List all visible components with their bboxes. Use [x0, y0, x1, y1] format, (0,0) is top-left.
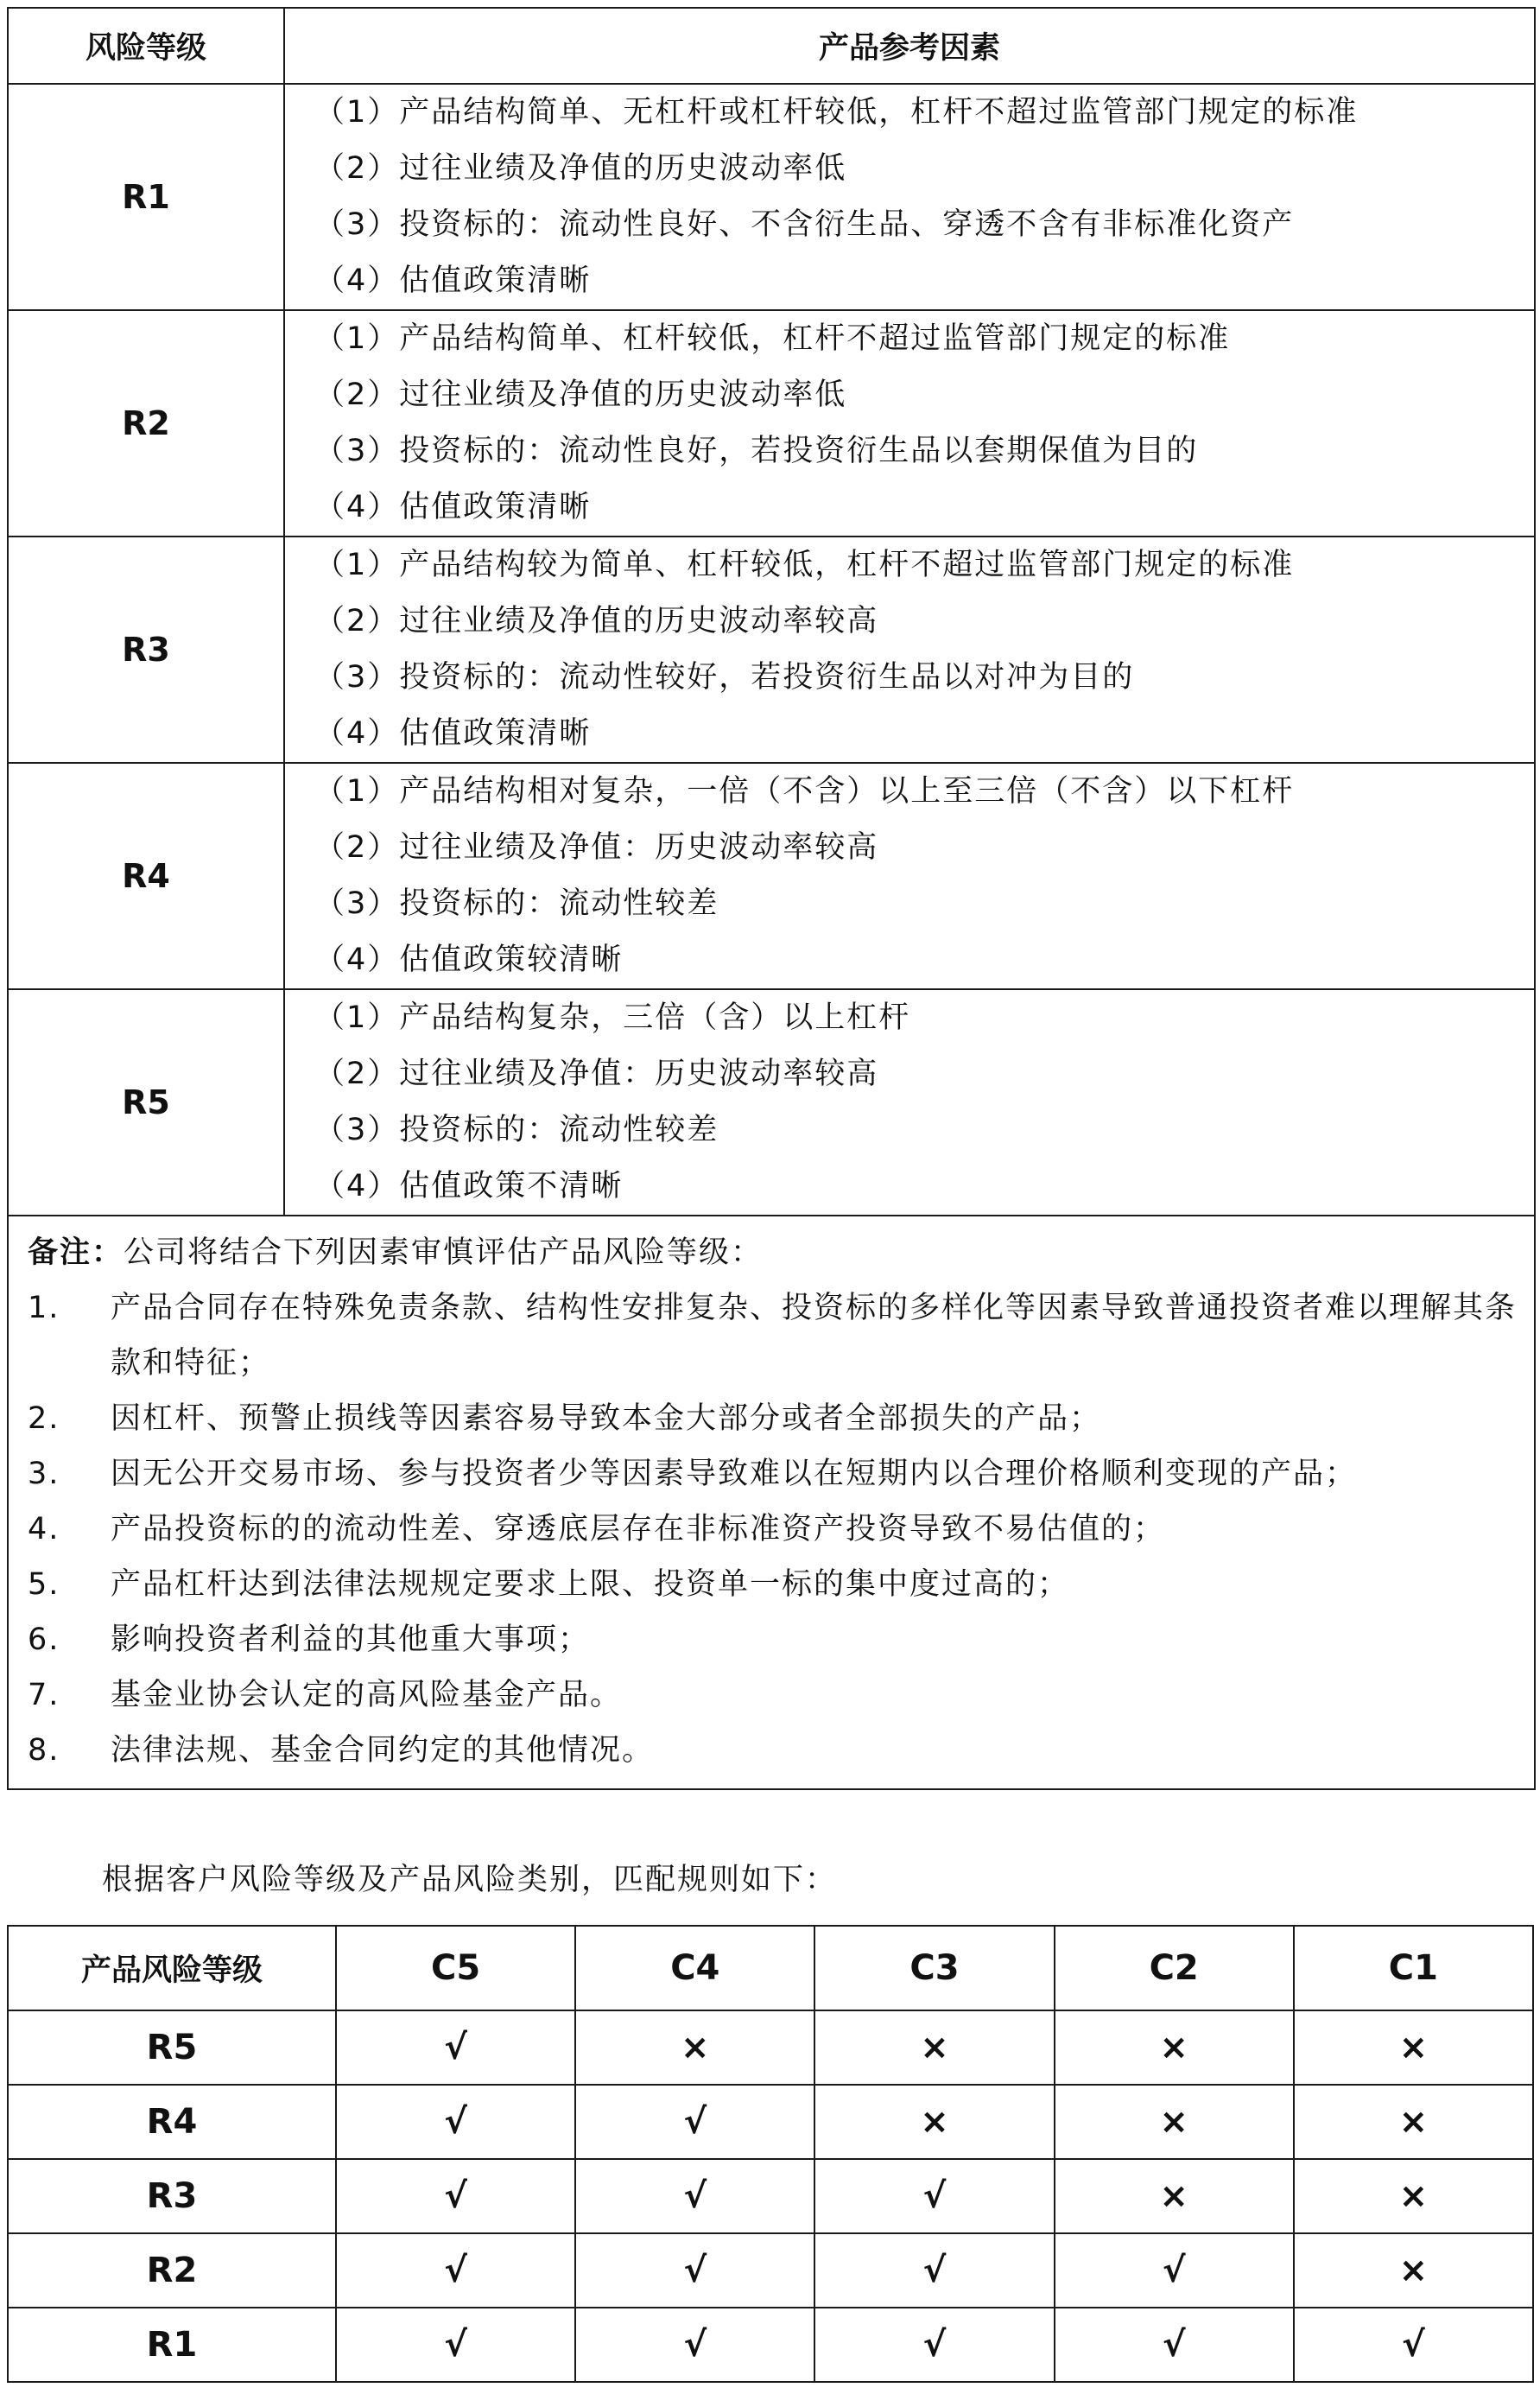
remark-number: 1. — [28, 1291, 60, 1325]
factor-item: （4）估值政策不清晰 — [314, 1169, 624, 1203]
remarks-intro: 公司将结合下列因素审慎评估产品风险等级： — [124, 1235, 764, 1270]
factor-item: （3）投资标的：流动性较好，若投资衍生品以对冲为目的 — [314, 660, 1135, 695]
product-risk-level: R5 — [8, 2010, 336, 2085]
match-mark: √ — [575, 2085, 814, 2159]
factor-item: （3）投资标的：流动性良好、不含衍生品、穿透不含有非标准化资产 — [314, 207, 1295, 242]
risk-level-label: R4 — [8, 763, 284, 989]
factor-item: （2）过往业绩及净值的历史波动率低 — [314, 378, 847, 412]
remark-number: 3. — [28, 1457, 60, 1491]
factor-row-r1 — [8, 84, 1535, 310]
remark-number: 5. — [28, 1567, 60, 1602]
remark-number: 7. — [28, 1678, 60, 1712]
match-mark: × — [1055, 2159, 1294, 2233]
factor-list — [284, 84, 1535, 310]
match-mark: × — [1294, 2159, 1533, 2233]
header-client-level: C3 — [814, 1926, 1054, 2010]
factor-list — [284, 989, 1535, 1216]
match-mark: √ — [336, 2308, 575, 2382]
header-client-level: C5 — [336, 1926, 575, 2010]
factor-item: （4）估值政策清晰 — [314, 716, 592, 751]
remark-item — [28, 1612, 1534, 1667]
match-mark: × — [814, 2010, 1054, 2085]
header-product-factors: 产品参考因素 — [284, 8, 1535, 84]
factor-item: （2）过往业绩及净值：历史波动率较高 — [314, 1057, 879, 1091]
match-mark: √ — [575, 2308, 814, 2382]
factor-row-r4 — [8, 763, 1535, 989]
remark-item — [28, 1502, 1534, 1557]
match-mark: √ — [336, 2159, 575, 2233]
risk-matching-table — [7, 1925, 1534, 2383]
factor-table-header — [8, 8, 1535, 84]
remark-text: 基金业协会认定的高风险基金产品。 — [111, 1678, 623, 1712]
factor-row-r2 — [8, 310, 1535, 537]
header-client-level: C2 — [1055, 1926, 1294, 2010]
matching-row-r2 — [8, 2233, 1533, 2308]
match-mark: √ — [336, 2085, 575, 2159]
match-mark: √ — [336, 2010, 575, 2085]
match-mark: √ — [1055, 2308, 1294, 2382]
match-mark: √ — [814, 2159, 1054, 2233]
product-risk-level: R1 — [8, 2308, 336, 2382]
factor-item: （3）投资标的：流动性较差 — [314, 1113, 719, 1147]
matching-row-r3 — [8, 2159, 1533, 2233]
remarks-title: 备注： — [28, 1235, 124, 1270]
factor-row-r5 — [8, 989, 1535, 1216]
header-risk-level: 风险等级 — [8, 8, 284, 84]
factor-item: （1）产品结构较为简单、杠杆较低，杠杆不超过监管部门规定的标准 — [314, 548, 1295, 582]
matching-row-r1 — [8, 2308, 1533, 2382]
matching-table-header — [8, 1926, 1533, 2010]
match-mark: √ — [1055, 2233, 1294, 2308]
remark-item — [28, 1280, 1534, 1391]
match-mark: × — [1294, 2010, 1533, 2085]
match-mark: √ — [575, 2233, 814, 2308]
factor-item: （4）估值政策较清晰 — [314, 943, 624, 977]
remark-number: 8. — [28, 1733, 60, 1768]
risk-factor-table — [7, 7, 1536, 1790]
match-mark: × — [1294, 2233, 1533, 2308]
remarks-heading — [28, 1225, 1534, 1280]
factor-item: （1）产品结构简单、杠杆较低，杠杆不超过监管部门规定的标准 — [314, 321, 1231, 356]
factor-list — [284, 537, 1535, 763]
factor-item: （2）过往业绩及净值的历史波动率低 — [314, 151, 847, 186]
remark-number: 4. — [28, 1512, 60, 1546]
remark-text: 法律法规、基金合同约定的其他情况。 — [111, 1733, 655, 1768]
match-mark: √ — [336, 2233, 575, 2308]
matching-rule-intro: 根据客户风险等级及产品风险类别，匹配规则如下： — [102, 1863, 838, 1897]
risk-level-label: R5 — [8, 989, 284, 1216]
match-mark: × — [1055, 2085, 1294, 2159]
match-mark: √ — [814, 2308, 1054, 2382]
match-mark: × — [814, 2085, 1054, 2159]
remark-item — [28, 1391, 1534, 1446]
match-mark: × — [1294, 2085, 1533, 2159]
remark-text: 产品杠杆达到法律法规规定要求上限、投资单一标的集中度过高的； — [111, 1567, 1070, 1602]
factor-row-r3 — [8, 537, 1535, 763]
remark-text: 产品投资标的的流动性差、穿透底层存在非标准资产投资导致不易估值的； — [111, 1512, 1166, 1546]
remark-item — [28, 1667, 1534, 1723]
factor-item: （1）产品结构复杂，三倍（含）以上杠杆 — [314, 1000, 911, 1035]
matching-row-r5 — [8, 2010, 1533, 2085]
factor-item: （1）产品结构相对复杂，一倍（不含）以上至三倍（不含）以下杠杆 — [314, 774, 1295, 809]
remark-item — [28, 1557, 1534, 1612]
match-mark: √ — [814, 2233, 1054, 2308]
product-risk-level: R4 — [8, 2085, 336, 2159]
factor-list — [284, 763, 1535, 989]
remark-text: 产品合同存在特殊免责条款、结构性安排复杂、投资标的多样化等因素导致普通投资者难以理解其条款和特征； — [111, 1291, 1518, 1381]
matching-row-r4 — [8, 2085, 1533, 2159]
remark-number: 2. — [28, 1401, 60, 1436]
header-client-level: C4 — [575, 1926, 814, 2010]
remark-item — [28, 1446, 1534, 1502]
factor-item: （4）估值政策清晰 — [314, 490, 592, 524]
risk-level-label: R3 — [8, 537, 284, 763]
match-mark: √ — [1294, 2308, 1533, 2382]
header-client-level: C1 — [1294, 1926, 1533, 2010]
factor-item: （3）投资标的：流动性良好，若投资衍生品以套期保值为目的 — [314, 434, 1199, 468]
remark-text: 因无公开交易市场、参与投资者少等因素导致难以在短期内以合理价格顺利变现的产品； — [111, 1457, 1358, 1491]
product-risk-level: R2 — [8, 2233, 336, 2308]
header-product-risk-level: 产品风险等级 — [8, 1926, 336, 2010]
match-mark: × — [575, 2010, 814, 2085]
risk-level-label: R1 — [8, 84, 284, 310]
remark-text: 因杠杆、预警止损线等因素容易导致本金大部分或者全部损失的产品； — [111, 1401, 1102, 1436]
factor-item: （1）产品结构简单、无杠杆或杠杆较低，杠杆不超过监管部门规定的标准 — [314, 95, 1359, 130]
remark-item — [28, 1723, 1534, 1778]
remarks-section — [8, 1216, 1535, 1789]
remark-text: 影响投资者利益的其他重大事项； — [111, 1622, 591, 1657]
remark-number: 6. — [28, 1622, 60, 1657]
product-risk-level: R3 — [8, 2159, 336, 2233]
match-mark: √ — [575, 2159, 814, 2233]
factor-item: （3）投资标的：流动性较差 — [314, 886, 719, 921]
risk-level-label: R2 — [8, 310, 284, 537]
factor-list — [284, 310, 1535, 537]
factor-item: （2）过往业绩及净值的历史波动率较高 — [314, 604, 879, 638]
match-mark: × — [1055, 2010, 1294, 2085]
factor-item: （4）估值政策清晰 — [314, 264, 592, 298]
remarks-row — [8, 1216, 1535, 1789]
factor-item: （2）过往业绩及净值：历史波动率较高 — [314, 830, 879, 865]
